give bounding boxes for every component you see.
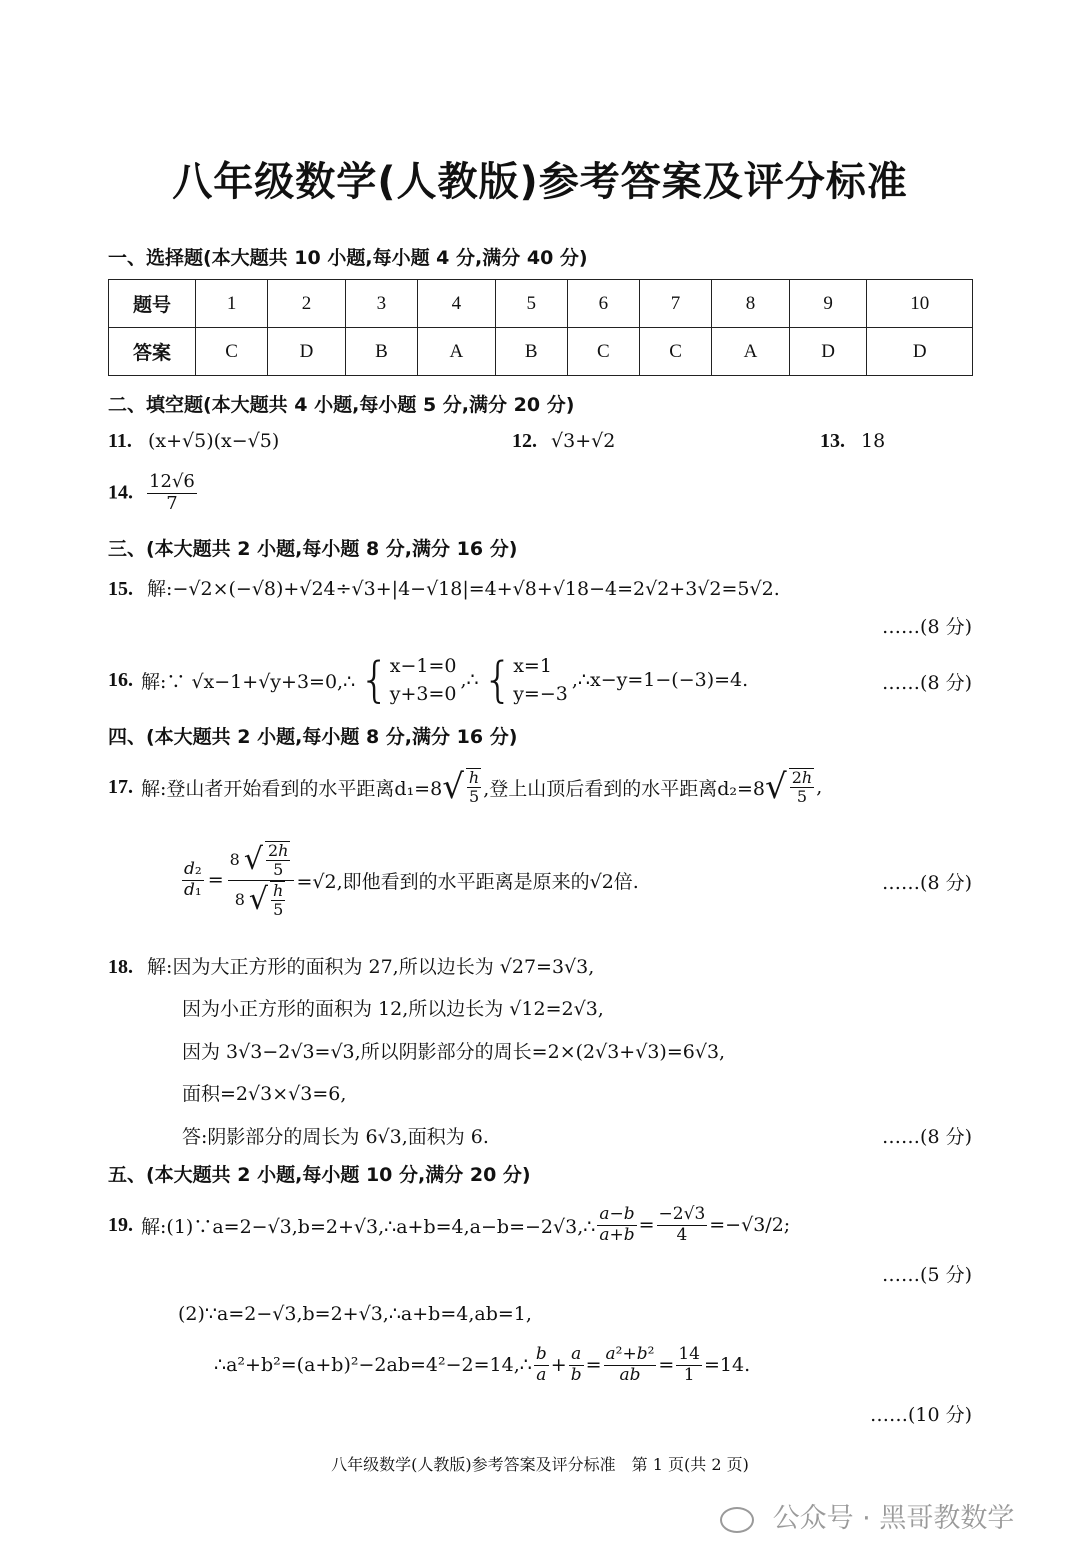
answer-14 — [108, 472, 199, 514]
question-number: 2 — [268, 280, 346, 328]
denominator: 7 — [166, 492, 178, 514]
solution-text: =−√3/2; — [709, 1214, 791, 1236]
answer-text: √3+√2 — [551, 430, 616, 452]
answer-cell: D — [789, 328, 867, 376]
question-number: 1 — [196, 280, 268, 328]
page-footer: 八年级数学(人教版)参考答案及评分标准 第 1 页(共 2 页) — [331, 1455, 749, 1474]
solution-text: ,∴x−y=1−(−3)=4. — [571, 669, 749, 691]
left-brace: { — [359, 652, 390, 708]
radical-sign: √ — [765, 767, 787, 807]
row-label-number: 题号 — [109, 280, 196, 328]
solution-18-line-1 — [108, 952, 594, 979]
question-number: 18. — [108, 956, 133, 978]
answer-11 — [108, 430, 279, 453]
solution-19-part-2-line-1: (2)∵a=2−√3,b=2+√3,∴a+b=4,ab=1, — [178, 1303, 532, 1325]
solution-18-line-3: 因为 3√3−2√3=√3,所以阴影部分的周长=2×(2√3+√3)=6√3, — [182, 1041, 726, 1063]
table-row — [109, 280, 973, 328]
answer-cell: B — [345, 328, 417, 376]
question-number: 14. — [108, 481, 133, 504]
solution-18-line-5: 答:阴影部分的周长为 6√3,面积为 6. — [182, 1126, 489, 1148]
fraction — [147, 472, 197, 514]
table-row — [109, 328, 973, 376]
wechat-icon — [720, 1507, 754, 1533]
question-number: 11. — [108, 430, 132, 452]
question-number: 3 — [345, 280, 417, 328]
solution-text: ,∴ — [460, 669, 479, 691]
question-number: 13. — [820, 430, 845, 452]
radical-sign: √ — [442, 767, 464, 807]
score-mark: ……(8 分) — [882, 616, 972, 638]
solution-19-part-1: 19. 解:(1)∵a=2−√3,b=2+√3,∴a+b=4,a−b=−2√3,∴ $\frac{a-b}{a+b}$ = $\frac{-2√3}{4}$ =−√3/2; — [108, 1203, 791, 1245]
score-mark: ……(8 分) — [882, 672, 972, 694]
question-number: 8 — [712, 280, 790, 328]
solution-text: 解:因为大正方形的面积为 27,所以边长为 √27=3√3, — [147, 956, 595, 978]
system-lines — [513, 652, 568, 709]
section-5-heading: 五、(本大题共 2 小题,每小题 10 分,满分 20 分) — [108, 1164, 531, 1186]
fraction: $\frac{b}{a}$ — [535, 1343, 547, 1385]
sqrt-expression — [765, 767, 816, 807]
question-number: 4 — [417, 280, 495, 328]
answer-text: (x+√5)(x−√5) — [147, 430, 280, 452]
answer-cell: C — [567, 328, 639, 376]
solution-15 — [108, 574, 780, 601]
fraction: $\frac{\text{a²+b²}}{ab}$ — [605, 1343, 655, 1385]
question-number: 12. — [512, 430, 537, 452]
answer-cell: C — [196, 328, 268, 376]
answer-cell: B — [495, 328, 567, 376]
solution-17-line-2: $\frac{\text{d₂}}{\text{d₁}}$ = 8 √ $\frac{2h}{5}$ 8 √ $\frac{h}{5}$ =√2,即他看到的水平距离是原来的√2倍. — [184, 840, 639, 919]
question-number: 6 — [567, 280, 639, 328]
solution-text: 解:登山者开始看到的水平距离d₁=8 — [141, 777, 443, 800]
score-mark: ……(8 分) — [882, 1126, 972, 1148]
fraction-ratio: 8 √ $\frac{2h}{5}$ 8 √ $\frac{h}{5}$ — [228, 841, 295, 920]
section-2-heading: 二、填空题(本大题共 4 小题,每小题 5 分,满分 20 分) — [108, 394, 575, 416]
question-number: 15. — [108, 578, 133, 600]
answer-table — [108, 279, 973, 376]
answer-cell: A — [417, 328, 495, 376]
score-mark: ……(5 分) — [882, 1264, 972, 1286]
watermark-text: 公众号 · 黑哥教数学 — [772, 1503, 1015, 1534]
answer-13 — [820, 430, 885, 453]
numerator: 12√6 — [149, 471, 195, 492]
equation-system — [483, 652, 568, 709]
solution-text: =14. — [703, 1354, 751, 1376]
solution-text: 解:∵ √x−1+√y+3=0,∴ — [141, 670, 356, 693]
solution-18-line-2: 因为小正方形的面积为 12,所以边长为 √12=2√3, — [182, 998, 604, 1020]
fraction: $\frac{h}{5}$ — [466, 768, 481, 807]
solution-text: 解:−√2×(−√8)+√24÷√3+|4−√18|=4+√8+√18−4=2√2+3√2=5√2. — [147, 578, 780, 600]
solution-text: ∴a²+b²=(a+b)²−2ab=4²−2=14,∴ — [214, 1354, 532, 1376]
sqrt-expression — [442, 767, 483, 807]
answer-cell: D — [867, 328, 973, 376]
answer-cell: D — [268, 328, 346, 376]
fraction: $\frac{a}{b}$ — [570, 1343, 582, 1385]
equation: y+3=0 — [389, 683, 457, 705]
answer-text: 18 — [861, 430, 886, 452]
section-4-heading: 四、(本大题共 2 小题,每小题 8 分,满分 16 分) — [108, 726, 518, 748]
question-number: 9 — [789, 280, 867, 328]
question-number: 10 — [867, 280, 973, 328]
question-number: 19. — [108, 1213, 133, 1236]
fraction: $\frac{-2√3}{4}$ — [658, 1203, 706, 1245]
solution-19-part-2-line-2: ∴a²+b²=(a+b)²−2ab=4²−2=14,∴ $\frac{b}{a}$ + $\frac{a}{b}$ = $\frac{\text{a²+b²}}{ab}$ = $\frac{14}{1}$ =14. — [214, 1343, 751, 1385]
row-label-answer: 答案 — [109, 328, 196, 376]
answer-cell: C — [639, 328, 711, 376]
fraction-d2-d1: $\frac{\text{d₂}}{\text{d₁}}$ — [184, 858, 202, 900]
question-number: 17. — [108, 775, 133, 798]
left-brace: { — [482, 652, 514, 708]
answer-cell: A — [712, 328, 790, 376]
question-number: 7 — [639, 280, 711, 328]
score-mark: ……(8 分) — [882, 872, 972, 894]
solution-text: ,登上山顶后看到的水平距离d₂=8 — [483, 777, 766, 800]
solution-text: 解:(1)∵a=2−√3,b=2+√3,∴a+b=4,a−b=−2√3,∴ — [141, 1215, 596, 1238]
system-lines — [390, 652, 457, 709]
page-title: 八年级数学(人教版)参考答案及评分标准 — [172, 159, 908, 205]
section-1-heading: 一、选择题(本大题共 10 小题,每小题 4 分,满分 40 分) — [108, 247, 588, 269]
solution-16 — [108, 648, 748, 712]
solution-text: =√2,即他看到的水平距离是原来的√2倍. — [296, 870, 639, 893]
equation: y=−3 — [513, 683, 568, 705]
answer-12 — [512, 430, 615, 453]
fraction: $\frac{2h}{5}$ — [789, 768, 815, 807]
question-number: 16. — [108, 668, 133, 691]
question-number: 5 — [495, 280, 567, 328]
equation-system — [359, 652, 456, 709]
section-3-heading: 三、(本大题共 2 小题,每小题 8 分,满分 16 分) — [108, 538, 518, 560]
fraction: $\frac{a-b}{a+b}$ — [599, 1203, 635, 1245]
fraction: $\frac{14}{1}$ — [678, 1343, 700, 1385]
solution-18-line-4: 面积=2√3×√3=6, — [182, 1083, 347, 1105]
watermark — [720, 1496, 1014, 1535]
score-mark: ……(10 分) — [869, 1404, 972, 1426]
equation: x−1=0 — [389, 654, 457, 677]
solution-17-line-1: 17. 解:登山者开始看到的水平距离d₁=8 √ $\frac{h}{5}$ ,登上山顶后看到的水平距离d₂=8 √ $\frac{2h}{5}$ , — [108, 767, 823, 807]
equation: x=1 — [513, 654, 552, 677]
